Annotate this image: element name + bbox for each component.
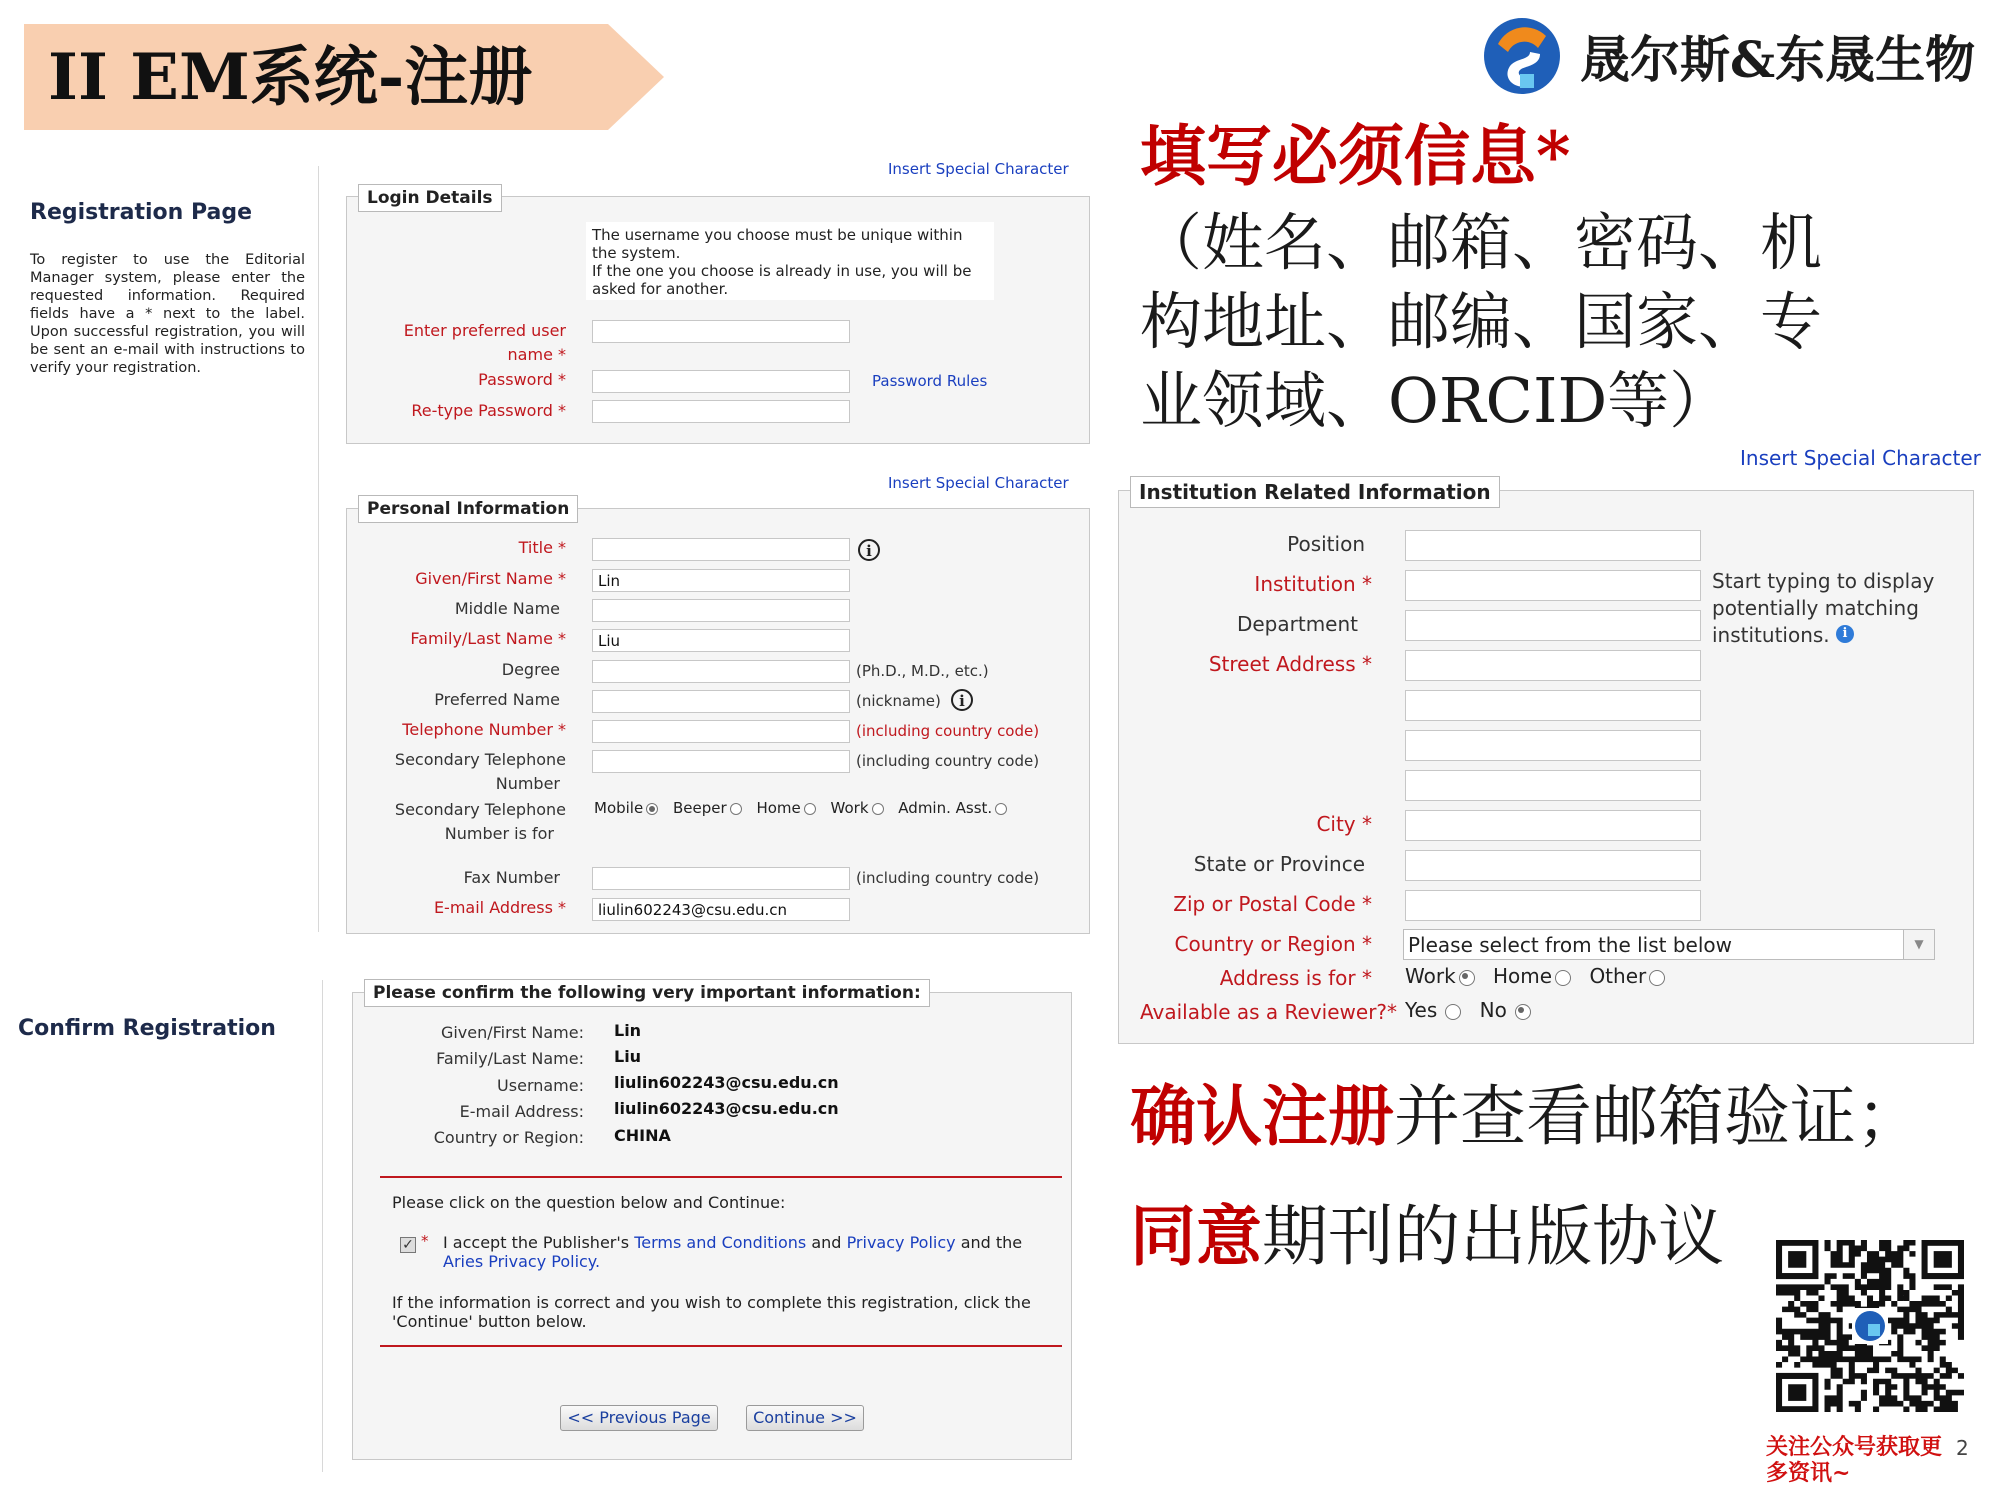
accept-required-marker: * [421, 1232, 429, 1250]
title-label: Title * [518, 538, 566, 557]
institution-label: Institution * [1254, 572, 1372, 596]
accept-and-the: and the [960, 1233, 1023, 1252]
username-label-line-2: name * [507, 345, 566, 364]
accept-prefix: I accept the Publisher's [443, 1233, 630, 1252]
address-type-home-label: Home [1493, 964, 1553, 988]
title-input[interactable] [592, 538, 850, 561]
preferred-name-info-icon[interactable]: i [951, 689, 973, 711]
reviewer-radio-group [1405, 998, 1531, 1022]
phone-type-home-label: Home [756, 799, 801, 817]
agree-annotation-highlight: 同意 [1130, 1197, 1262, 1275]
phone-type-beeper[interactable] [673, 799, 742, 817]
username-notice [586, 222, 994, 300]
address-for-radio-group [1405, 964, 1665, 988]
continue-button[interactable]: Continue >> [746, 1405, 864, 1431]
confirm-divider [322, 980, 323, 1472]
institution-hint-line-2: potentially matching [1712, 596, 1919, 620]
address-type-work-radio[interactable] [1459, 970, 1475, 986]
address-type-home-radio[interactable] [1555, 970, 1571, 986]
phone-type-mobile[interactable] [594, 799, 658, 817]
insert-special-character-link-institution[interactable]: Insert Special Character [1740, 446, 1981, 470]
street-address-input-1[interactable] [1405, 650, 1701, 681]
degree-input[interactable] [592, 660, 850, 683]
street-address-label: Street Address * [1208, 652, 1372, 676]
state-input[interactable] [1405, 850, 1701, 881]
phone-type-mobile-label: Mobile [594, 799, 644, 817]
city-label: City * [1316, 812, 1372, 836]
reviewer-yes[interactable] [1405, 998, 1461, 1022]
confirm-instruction: Please click on the question below and Continue: [392, 1193, 786, 1212]
password-label: Password * [478, 370, 566, 389]
preferred-name-hint: (nickname) [856, 692, 941, 710]
given-name-input[interactable] [592, 569, 850, 592]
phone-type-home-radio[interactable] [804, 803, 816, 815]
phone-type-mobile-radio[interactable] [646, 803, 658, 815]
retype-password-label: Re-type Password * [411, 401, 566, 420]
agree-annotation [1130, 1194, 1724, 1279]
username-label-line-1: Enter preferred user [403, 321, 566, 340]
department-input[interactable] [1405, 610, 1701, 641]
email-input[interactable] [592, 898, 850, 921]
confirm-country-value: CHINA [614, 1126, 671, 1145]
terms-and-conditions-link[interactable]: Terms and Conditions [634, 1233, 807, 1252]
confirm-username-label: Username: [497, 1076, 584, 1095]
institution-legend: Institution Related Information [1130, 476, 1500, 508]
reviewer-no-radio[interactable] [1515, 1004, 1531, 1020]
phone-type-beeper-label: Beeper [673, 799, 727, 817]
address-type-other-label: Other [1589, 964, 1647, 988]
institution-hint [1712, 568, 1934, 649]
insert-special-character-link-login[interactable]: Insert Special Character [888, 160, 1069, 178]
slide-title: II EM系统-注册 [48, 40, 533, 115]
address-type-other-radio[interactable] [1649, 970, 1665, 986]
registration-page-heading: Registration Page [30, 200, 252, 225]
brand-name: 晟尔斯&东晟生物 [1580, 30, 1976, 89]
agree-annotation-rest: 期刊的出版协议 [1262, 1198, 1724, 1275]
family-name-label: Family/Last Name * [410, 629, 566, 648]
country-select[interactable] [1403, 929, 1935, 960]
address-type-work-label: Work [1405, 964, 1456, 988]
qr-caption-line-2: 多资讯~ [1766, 1460, 1851, 1486]
qr-caption-line-1: 关注公众号获取更 [1766, 1434, 1943, 1460]
accept-terms-text [443, 1233, 1043, 1271]
middle-name-input[interactable] [592, 599, 850, 622]
qr-code-icon [1776, 1240, 1964, 1412]
confirm-separator-bottom [380, 1345, 1062, 1347]
confirm-family-name-label: Family/Last Name: [436, 1049, 584, 1068]
preferred-name-input[interactable] [592, 690, 850, 713]
retype-password-input[interactable] [592, 400, 850, 423]
institution-input[interactable] [1405, 570, 1701, 601]
secondary-telephone-type-radio-group [594, 799, 1007, 817]
confirm-annotation-highlight: 确认注册 [1130, 1077, 1394, 1155]
phone-type-work[interactable] [831, 799, 884, 817]
confirm-annotation [1130, 1074, 1922, 1159]
telephone-input[interactable] [592, 720, 850, 743]
phone-type-work-label: Work [830, 799, 869, 817]
secondary-telephone-hint: (including country code) [856, 752, 1040, 770]
fax-label: Fax Number [463, 868, 560, 887]
reviewer-no[interactable] [1480, 998, 1531, 1022]
accept-period: . [595, 1252, 601, 1271]
personal-information-legend: Personal Information [358, 495, 578, 523]
family-name-input[interactable] [592, 629, 850, 652]
given-name-label: Given/First Name * [415, 569, 566, 588]
address-type-work[interactable] [1405, 964, 1475, 988]
registration-description: To register to use the Editorial Manager system, please enter the requested information. Required fields have a * next to the label. Upon successful registration, you will be sent an e-mail with instructions to verify your registration. [30, 252, 305, 376]
country-select-value: Please select from the list below [1408, 933, 1733, 957]
zip-input[interactable] [1405, 890, 1701, 921]
city-input[interactable] [1405, 810, 1701, 841]
confirm-given-name-value: Lin [614, 1021, 642, 1040]
confirm-email-label: E-mail Address: [459, 1102, 584, 1121]
confirm-separator-top [380, 1176, 1062, 1178]
confirm-email-value: liulin602243@csu.edu.cn [614, 1099, 839, 1118]
position-input[interactable] [1405, 530, 1701, 561]
reviewer-yes-radio[interactable] [1445, 1004, 1461, 1020]
secondary-telephone-input[interactable] [592, 750, 850, 773]
street-address-input-4[interactable] [1405, 770, 1701, 801]
phone-type-admin-label: Admin. Asst. [898, 799, 993, 817]
privacy-policy-link[interactable]: Privacy Policy [846, 1233, 956, 1252]
aries-privacy-policy-link[interactable]: Aries Privacy Policy [443, 1252, 595, 1271]
phone-type-admin[interactable] [898, 799, 1007, 817]
chevron-down-icon[interactable]: ▼ [1903, 930, 1934, 959]
secondary-telephone-type-label-line-2: Number is for [444, 824, 554, 843]
department-label: Department [1236, 612, 1358, 636]
institution-info-icon[interactable]: i [1836, 625, 1854, 643]
fax-hint: (including country code) [856, 869, 1040, 887]
preferred-name-label: Preferred Name [434, 690, 560, 709]
confirm-annotation-rest: 并查看邮箱验证； [1394, 1078, 1922, 1155]
previous-page-button[interactable]: << Previous Page [560, 1405, 718, 1431]
password-input[interactable] [592, 370, 850, 393]
state-label: State or Province [1193, 852, 1365, 876]
qr-caption [1766, 1434, 1942, 1486]
telephone-label: Telephone Number * [402, 720, 566, 739]
reviewer-yes-label: Yes [1405, 998, 1438, 1022]
reviewer-no-label: No [1479, 998, 1507, 1022]
title-info-icon[interactable]: i [858, 539, 880, 561]
country-label: Country or Region * [1174, 932, 1372, 956]
username-notice-line-2: If the one you choose is already in use, you will be asked for another. [592, 262, 972, 298]
accept-terms-checkbox[interactable]: ✓ [400, 1237, 416, 1253]
fax-input[interactable] [592, 867, 850, 890]
confirm-family-name-value: Liu [614, 1047, 642, 1066]
confirm-given-name-label: Given/First Name: [440, 1023, 584, 1042]
email-label: E-mail Address * [433, 898, 566, 917]
confirm-registration-heading: Confirm Registration [18, 1016, 276, 1041]
position-label: Position [1287, 532, 1365, 556]
address-type-other[interactable] [1589, 964, 1665, 988]
phone-type-work-radio[interactable] [872, 803, 884, 815]
required-info-line-3: 业领域、ORCID等） [1140, 364, 1732, 437]
confirm-username-value: liulin602243@csu.edu.cn [614, 1073, 839, 1092]
phone-type-beeper-radio[interactable] [730, 803, 742, 815]
page-number: 2 [1956, 1436, 1969, 1460]
accept-and: and [811, 1233, 842, 1252]
confirm-legend: Please confirm the following very important information: [364, 979, 930, 1007]
phone-type-home[interactable] [756, 799, 815, 817]
insert-special-character-link-personal[interactable]: Insert Special Character [888, 474, 1069, 492]
confirm-final-note: If the information is correct and you wish to complete this registration, click the 'Continue' button below. [392, 1293, 1031, 1331]
secondary-telephone-type-label-line-1: Secondary Telephone [394, 800, 566, 819]
login-details-legend: Login Details [358, 184, 502, 212]
required-info-line-2: 构地址、邮编、国家、专 [1140, 285, 1823, 358]
username-notice-line-1: The username you choose must be unique within the system. [592, 226, 963, 262]
username-input[interactable] [592, 320, 850, 343]
secondary-telephone-label-line-2: Number [495, 774, 560, 793]
institution-hint-line-1: Start typing to display [1712, 569, 1935, 593]
brand-logo-icon [1480, 14, 1564, 98]
address-for-label: Address is for * [1219, 966, 1372, 990]
reviewer-label: Available as a Reviewer?* [1140, 1000, 1398, 1024]
required-info-title: 填写必须信息* [1140, 117, 1571, 195]
sidebar-divider [318, 166, 319, 932]
confirm-country-label: Country or Region: [433, 1128, 584, 1147]
street-address-input-3[interactable] [1405, 730, 1701, 761]
address-type-home[interactable] [1493, 964, 1571, 988]
required-info-line-1: （姓名、邮箱、密码、机 [1140, 206, 1823, 279]
password-rules-link[interactable]: Password Rules [872, 372, 988, 390]
degree-hint: (Ph.D., M.D., etc.) [856, 662, 989, 680]
zip-label: Zip or Postal Code * [1173, 892, 1372, 916]
middle-name-label: Middle Name [454, 599, 560, 618]
telephone-hint: (including country code) [856, 722, 1040, 740]
institution-hint-line-3: institutions. [1712, 623, 1830, 647]
street-address-input-2[interactable] [1405, 690, 1701, 721]
secondary-telephone-label-line-1: Secondary Telephone [394, 750, 566, 769]
phone-type-admin-radio[interactable] [995, 803, 1007, 815]
degree-label: Degree [501, 660, 560, 679]
